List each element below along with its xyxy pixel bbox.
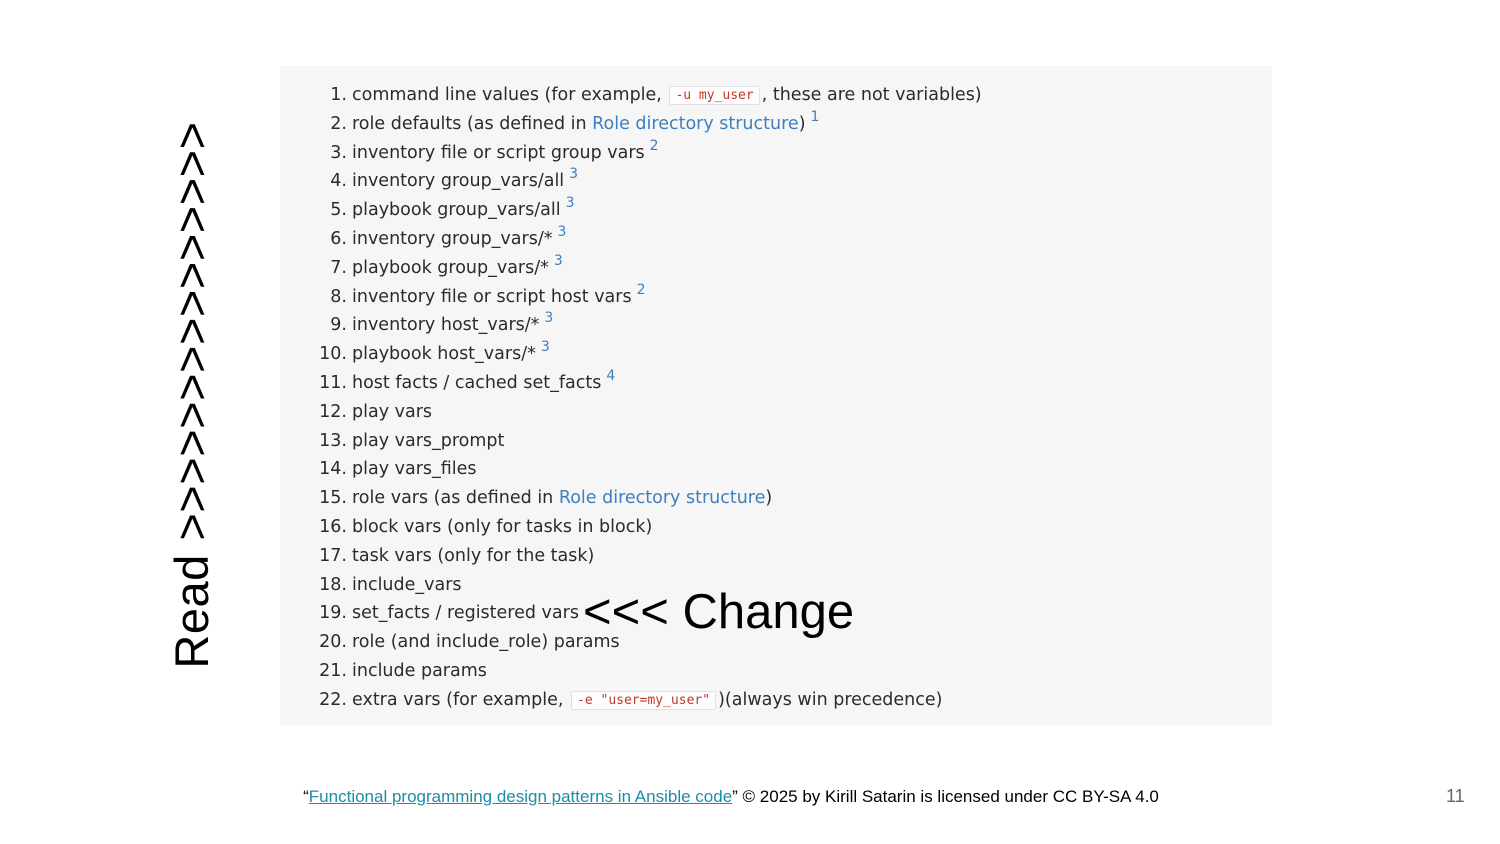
list-item [280, 81, 1272, 110]
item-text: ) [765, 488, 773, 509]
list-item-text [352, 398, 432, 427]
footer-attribution [0, 787, 1500, 807]
list-item [280, 311, 1272, 340]
page-number: 11 [1446, 786, 1465, 806]
footnote-reference[interactable]: 3 [557, 223, 567, 240]
list-item-text [352, 139, 659, 169]
item-text: )(always win precedence) [718, 689, 943, 710]
list-item-text [352, 542, 594, 571]
item-text: play vars_files [352, 459, 477, 480]
inline-code: -u my_user [669, 86, 759, 105]
item-text: task vars (only for the task) [352, 545, 595, 566]
list-item-text [352, 599, 579, 628]
item-text: role defaults (as defined in [352, 113, 593, 134]
list-item [280, 340, 1272, 369]
list-item-text [352, 340, 550, 370]
read-annotation [165, 96, 218, 694]
footnote-reference[interactable]: 3 [569, 166, 579, 183]
footnote-reference[interactable]: 3 [540, 339, 550, 356]
list-item-number: 4. [330, 171, 347, 192]
list-item-text [352, 196, 575, 226]
list-item [280, 427, 1272, 456]
list-item-number: 17. [319, 545, 347, 566]
list-item [280, 283, 1272, 312]
list-item [280, 110, 1272, 139]
item-text: extra vars (for example, [352, 689, 570, 710]
item-text: include_vars [352, 574, 462, 595]
list-item-text [352, 427, 504, 456]
footnote-reference[interactable]: 3 [544, 310, 554, 327]
list-item-text [352, 628, 620, 657]
item-text: play vars_prompt [352, 430, 505, 451]
list-item-number: 18. [319, 574, 347, 595]
list-item-number: 7. [330, 257, 347, 278]
list-item-number: 8. [330, 286, 347, 307]
list-item-number: 12. [319, 401, 347, 422]
list-item [280, 484, 1272, 513]
list-item-text [352, 657, 487, 686]
item-text: include params [352, 660, 487, 681]
list-item-number: 11. [319, 372, 347, 393]
item-text: playbook group_vars/* [352, 257, 549, 278]
list-item-number: 13. [319, 430, 347, 451]
list-item [280, 398, 1272, 427]
list-item-number: 9. [330, 315, 347, 336]
list-item-number: 3. [330, 142, 347, 163]
footer-license-text: ” © 2025 by Kirill Satarin is licensed under CC BY-SA 4.0 [732, 787, 1159, 806]
list-item-number: 2. [330, 113, 347, 134]
item-text: inventory file or script host vars [352, 286, 632, 307]
item-text: host facts / cached set_facts [352, 372, 602, 393]
list-item [280, 369, 1272, 398]
footnote-reference[interactable]: 4 [606, 367, 616, 384]
list-item-text [352, 513, 652, 542]
item-text: , these are not variables) [761, 85, 982, 105]
list-item-number: 1. [330, 85, 347, 105]
list-item-text [352, 484, 772, 513]
footnote-reference[interactable]: 3 [565, 195, 575, 212]
list-item-number: 5. [330, 200, 347, 221]
list-item-number: 21. [319, 660, 347, 681]
list-item-text [352, 110, 819, 140]
footnote-reference[interactable]: 1 [810, 108, 820, 125]
list-item [280, 254, 1272, 283]
change-annotation: <<< Change [583, 585, 855, 639]
role-directory-structure-link[interactable]: Role directory structure [558, 488, 766, 509]
inline-code: -e "user=my_user" [571, 691, 716, 710]
list-item [280, 686, 1272, 715]
item-text: role (and include_role) params [352, 632, 620, 653]
list-item-text [352, 167, 578, 197]
footer-open-quote: “ [303, 787, 309, 806]
list-item-number: 22. [319, 689, 347, 710]
item-text: inventory group_vars/all [352, 171, 565, 192]
list-item-text [352, 225, 566, 255]
list-item-number: 10. [319, 344, 347, 365]
role-directory-structure-link[interactable]: Role directory structure [592, 113, 799, 134]
list-item-text [352, 311, 553, 341]
list-item-number: 15. [319, 488, 347, 509]
list-item [280, 167, 1272, 196]
list-item-number: 20. [319, 632, 347, 653]
item-text: playbook group_vars/all [352, 200, 561, 221]
list-item [280, 196, 1272, 225]
list-item-text [352, 254, 563, 284]
item-text: set_facts / registered vars [352, 603, 579, 624]
read-annotation-text: Read >>>>>>>>>>>>>>> [165, 121, 218, 669]
list-item-number: 14. [319, 459, 347, 480]
list-item-number: 16. [319, 516, 347, 537]
list-item [280, 542, 1272, 571]
item-text: ) [798, 113, 806, 134]
item-text: playbook host_vars/* [352, 344, 536, 365]
list-item-text [352, 455, 477, 484]
item-text: play vars [352, 401, 433, 422]
list-item-text [352, 81, 982, 112]
list-item [280, 225, 1272, 254]
footnote-reference[interactable]: 2 [649, 137, 659, 154]
list-item [280, 513, 1272, 542]
item-text: inventory host_vars/* [352, 315, 540, 336]
item-text: inventory file or script group vars [352, 142, 645, 163]
item-text: block vars (only for tasks in block) [352, 516, 653, 537]
list-item-number: 19. [319, 603, 347, 624]
list-item [280, 657, 1272, 686]
footnote-reference[interactable]: 2 [636, 281, 646, 298]
list-item-text [352, 571, 462, 600]
item-text: role vars (as defined in [352, 488, 559, 509]
item-text: command line values (for example, [352, 85, 668, 105]
list-item-number: 6. [330, 228, 347, 249]
footer-title-link[interactable]: Functional programming design patterns in Ansible code [308, 787, 733, 806]
list-item-text [352, 283, 646, 313]
list-item-text [352, 686, 942, 717]
list-item [280, 455, 1272, 484]
footnote-reference[interactable]: 3 [553, 252, 563, 269]
list-item [280, 139, 1272, 168]
item-text: inventory group_vars/* [352, 228, 553, 249]
list-item-text [352, 369, 615, 399]
